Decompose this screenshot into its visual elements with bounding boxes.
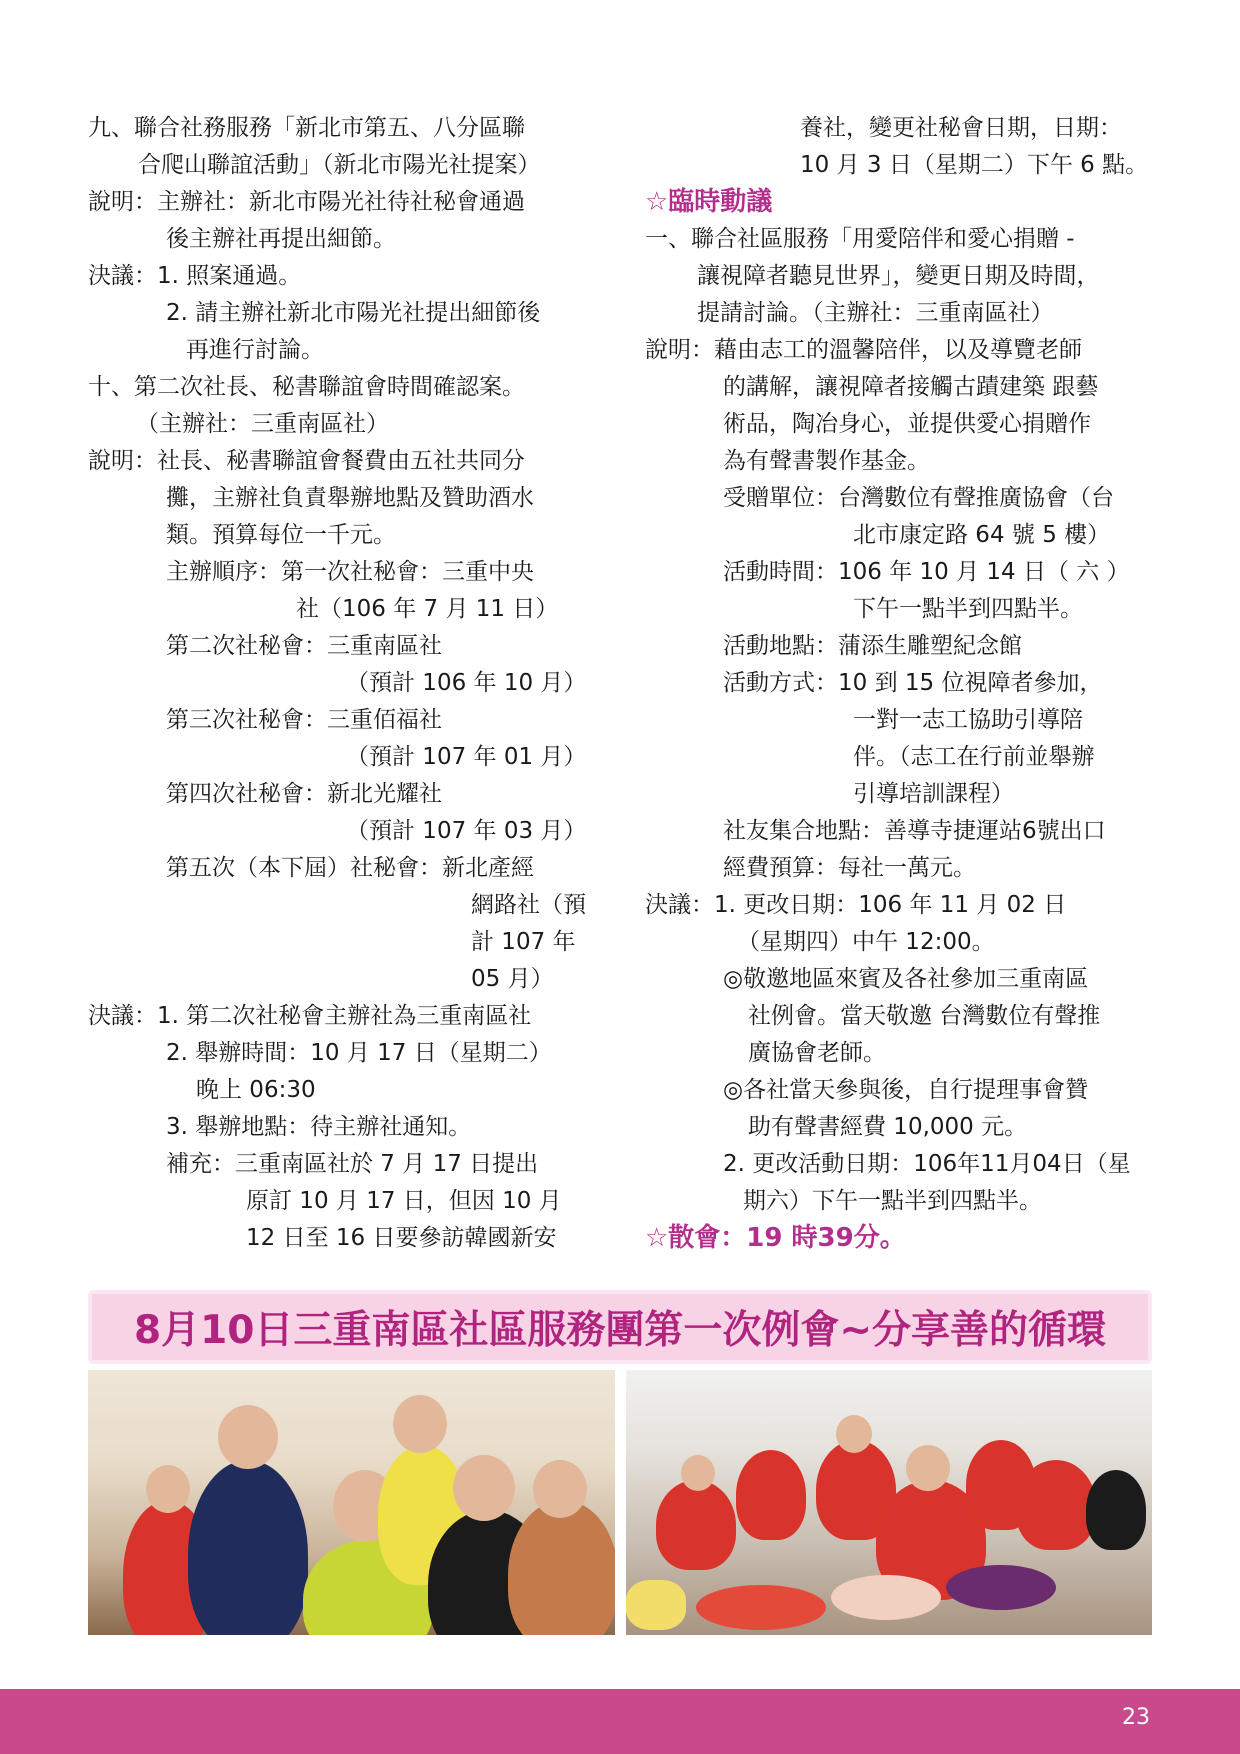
fruit-plate	[946, 1565, 1056, 1610]
text-line: （預計 107 年 03 月）	[346, 818, 587, 844]
text-line: 合爬山聯誼活動」（新北市陽光社提案）	[138, 152, 541, 178]
person-head	[906, 1445, 950, 1491]
left-text-column	[88, 110, 598, 1257]
text-line: （預計 106 年 10 月）	[346, 670, 587, 696]
text-line: （主辦社：三重南區社）	[136, 411, 389, 437]
person-head	[453, 1455, 515, 1521]
text-line: 社（106 年 7 月 11 日）	[296, 596, 559, 622]
text-line: 補充：三重南區社於 7 月 17 日提出	[166, 1151, 539, 1177]
text-line: 社友集合地點：善導寺捷運站6號出口	[723, 818, 1106, 844]
page-number: 23	[1122, 1705, 1150, 1730]
text-line: 第三次社秘會：三重佰福社	[166, 707, 442, 733]
text-line: 決議：1. 照案通過。	[88, 263, 302, 289]
text-line: 經費預算：每社一萬元。	[723, 855, 976, 881]
person-head	[146, 1465, 190, 1513]
text-line: 05 月）	[471, 966, 554, 992]
text-line: 說明：社長、秘書聯誼會餐費由五社共同分	[88, 448, 525, 474]
text-line: 2. 舉辦時間：10 月 17 日（星期二）	[166, 1040, 552, 1066]
text-line: 為有聲書製作基金。	[723, 448, 930, 474]
text-line: 讓視障者聽見世界」，變更日期及時間，	[697, 263, 1100, 289]
text-line: 一、聯合社區服務「用愛陪伴和愛心捐贈 -	[645, 226, 1075, 252]
text-line: 引導培訓課程）	[853, 781, 1014, 807]
text-line: 第二次社秘會：三重南區社	[166, 633, 442, 659]
text-line: 術品，陶冶身心，並提供愛心捐贈作	[723, 411, 1091, 437]
right-text-column	[645, 110, 1155, 1257]
text-line: 活動時間：106 年 10 月 14 日（ 六 ）	[723, 559, 1130, 585]
text-line: 說明：主辦社：新北市陽光社待社秘會通過	[88, 189, 525, 215]
text-line: 10 月 3 日（星期二）下午 6 點。	[800, 152, 1149, 178]
text-line: 後主辦社再提出細節。	[166, 226, 396, 252]
text-line: 廣協會老師。	[748, 1040, 886, 1066]
text-line: 的講解，讓視障者接觸古蹟建築 跟藝	[723, 374, 1099, 400]
fruit-plate	[626, 1580, 686, 1630]
text-line: 活動方式：10 到 15 位視障者參加，	[723, 670, 1103, 696]
text-line: 決議：1. 第二次社秘會主辦社為三重南區社	[88, 1003, 532, 1029]
fruit-plate	[831, 1575, 941, 1620]
text-line: 下午一點半到四點半。	[853, 596, 1083, 622]
text-line: （預計 107 年 01 月）	[346, 744, 587, 770]
text-line: 期六）下午一點半到四點半。	[743, 1188, 1042, 1214]
text-line: 網路社（預	[471, 892, 586, 918]
person-head	[218, 1405, 278, 1469]
person-head	[393, 1395, 447, 1453]
text-line: 伴。（志工在行前並舉辦	[853, 744, 1095, 770]
text-line: 受贈單位：台灣數位有聲推廣協會（台	[723, 485, 1114, 511]
event-banner: 8月10日三重南區社區服務團第一次例會~分享善的循環	[88, 1290, 1152, 1364]
person-figure	[188, 1460, 308, 1635]
footer-bar	[0, 1689, 1240, 1754]
text-line: 主辦順序：第一次社秘會：三重中央	[166, 559, 534, 585]
text-line: 第四次社秘會：新北光耀社	[166, 781, 442, 807]
text-line: 2. 請主辦社新北市陽光社提出細節後	[166, 300, 541, 326]
person-figure	[508, 1500, 615, 1635]
text-line: 活動地點：蒲添生雕塑紀念館	[723, 633, 1022, 659]
text-line: 北市康定路 64 號 5 樓）	[853, 522, 1111, 548]
text-line: 類。預算每位一千元。	[166, 522, 396, 548]
group-photo-right	[626, 1370, 1152, 1635]
person-figure	[1086, 1470, 1146, 1550]
person-head	[533, 1460, 587, 1518]
text-line: （星期四）中午 12:00。	[737, 929, 995, 955]
text-line: 十、第二次社長、秘書聯誼會時間確認案。	[88, 374, 525, 400]
person-figure	[736, 1450, 806, 1540]
text-line: 養社，變更社秘會日期，日期：	[800, 115, 1122, 141]
text-line: ◎各社當天參與後，自行提理事會贊	[723, 1077, 1089, 1103]
text-line: 助有聲書經費 10,000 元。	[748, 1114, 1028, 1140]
person-head	[836, 1415, 872, 1453]
text-line: 晚上 06:30	[196, 1077, 316, 1103]
group-photo-left	[88, 1370, 615, 1635]
text-line: 再進行討論。	[186, 337, 324, 363]
text-line: 決議：1. 更改日期：106 年 11 月 02 日	[645, 892, 1067, 918]
text-line: 說明：藉由志工的溫馨陪伴，以及導覽老師	[645, 337, 1082, 363]
person-head	[681, 1455, 715, 1491]
text-line: 12 日至 16 日要參訪韓國新安	[246, 1225, 557, 1251]
text-line: 第五次（本下屆）社秘會：新北產經	[166, 855, 534, 881]
text-line: ◎敬邀地區來賓及各社參加三重南區	[723, 966, 1089, 992]
text-line: 攤，主辦社負責舉辦地點及贊助酒水	[166, 485, 534, 511]
text-line: 提請討論。（主辦社：三重南區社）	[697, 300, 1054, 326]
adjournment-heading: ☆散會：19 時39分。	[645, 1223, 906, 1253]
fruit-plate	[696, 1585, 826, 1630]
text-line: 社例會。當天敬邀 台灣數位有聲推	[748, 1003, 1101, 1029]
text-line: 原訂 10 月 17 日，但因 10 月	[246, 1188, 562, 1214]
text-line: 2. 更改活動日期：106年11月04日（星	[723, 1151, 1131, 1177]
text-line: 計 107 年	[471, 929, 576, 955]
person-figure	[656, 1480, 736, 1570]
text-line: 3. 舉辦地點：待主辦社通知。	[166, 1114, 472, 1140]
person-figure	[1016, 1460, 1096, 1550]
section-heading: ☆臨時動議	[645, 187, 773, 217]
text-line: 九、聯合社務服務「新北市第五、八分區聯	[88, 115, 525, 141]
text-line: 一對一志工協助引導陪	[853, 707, 1083, 733]
